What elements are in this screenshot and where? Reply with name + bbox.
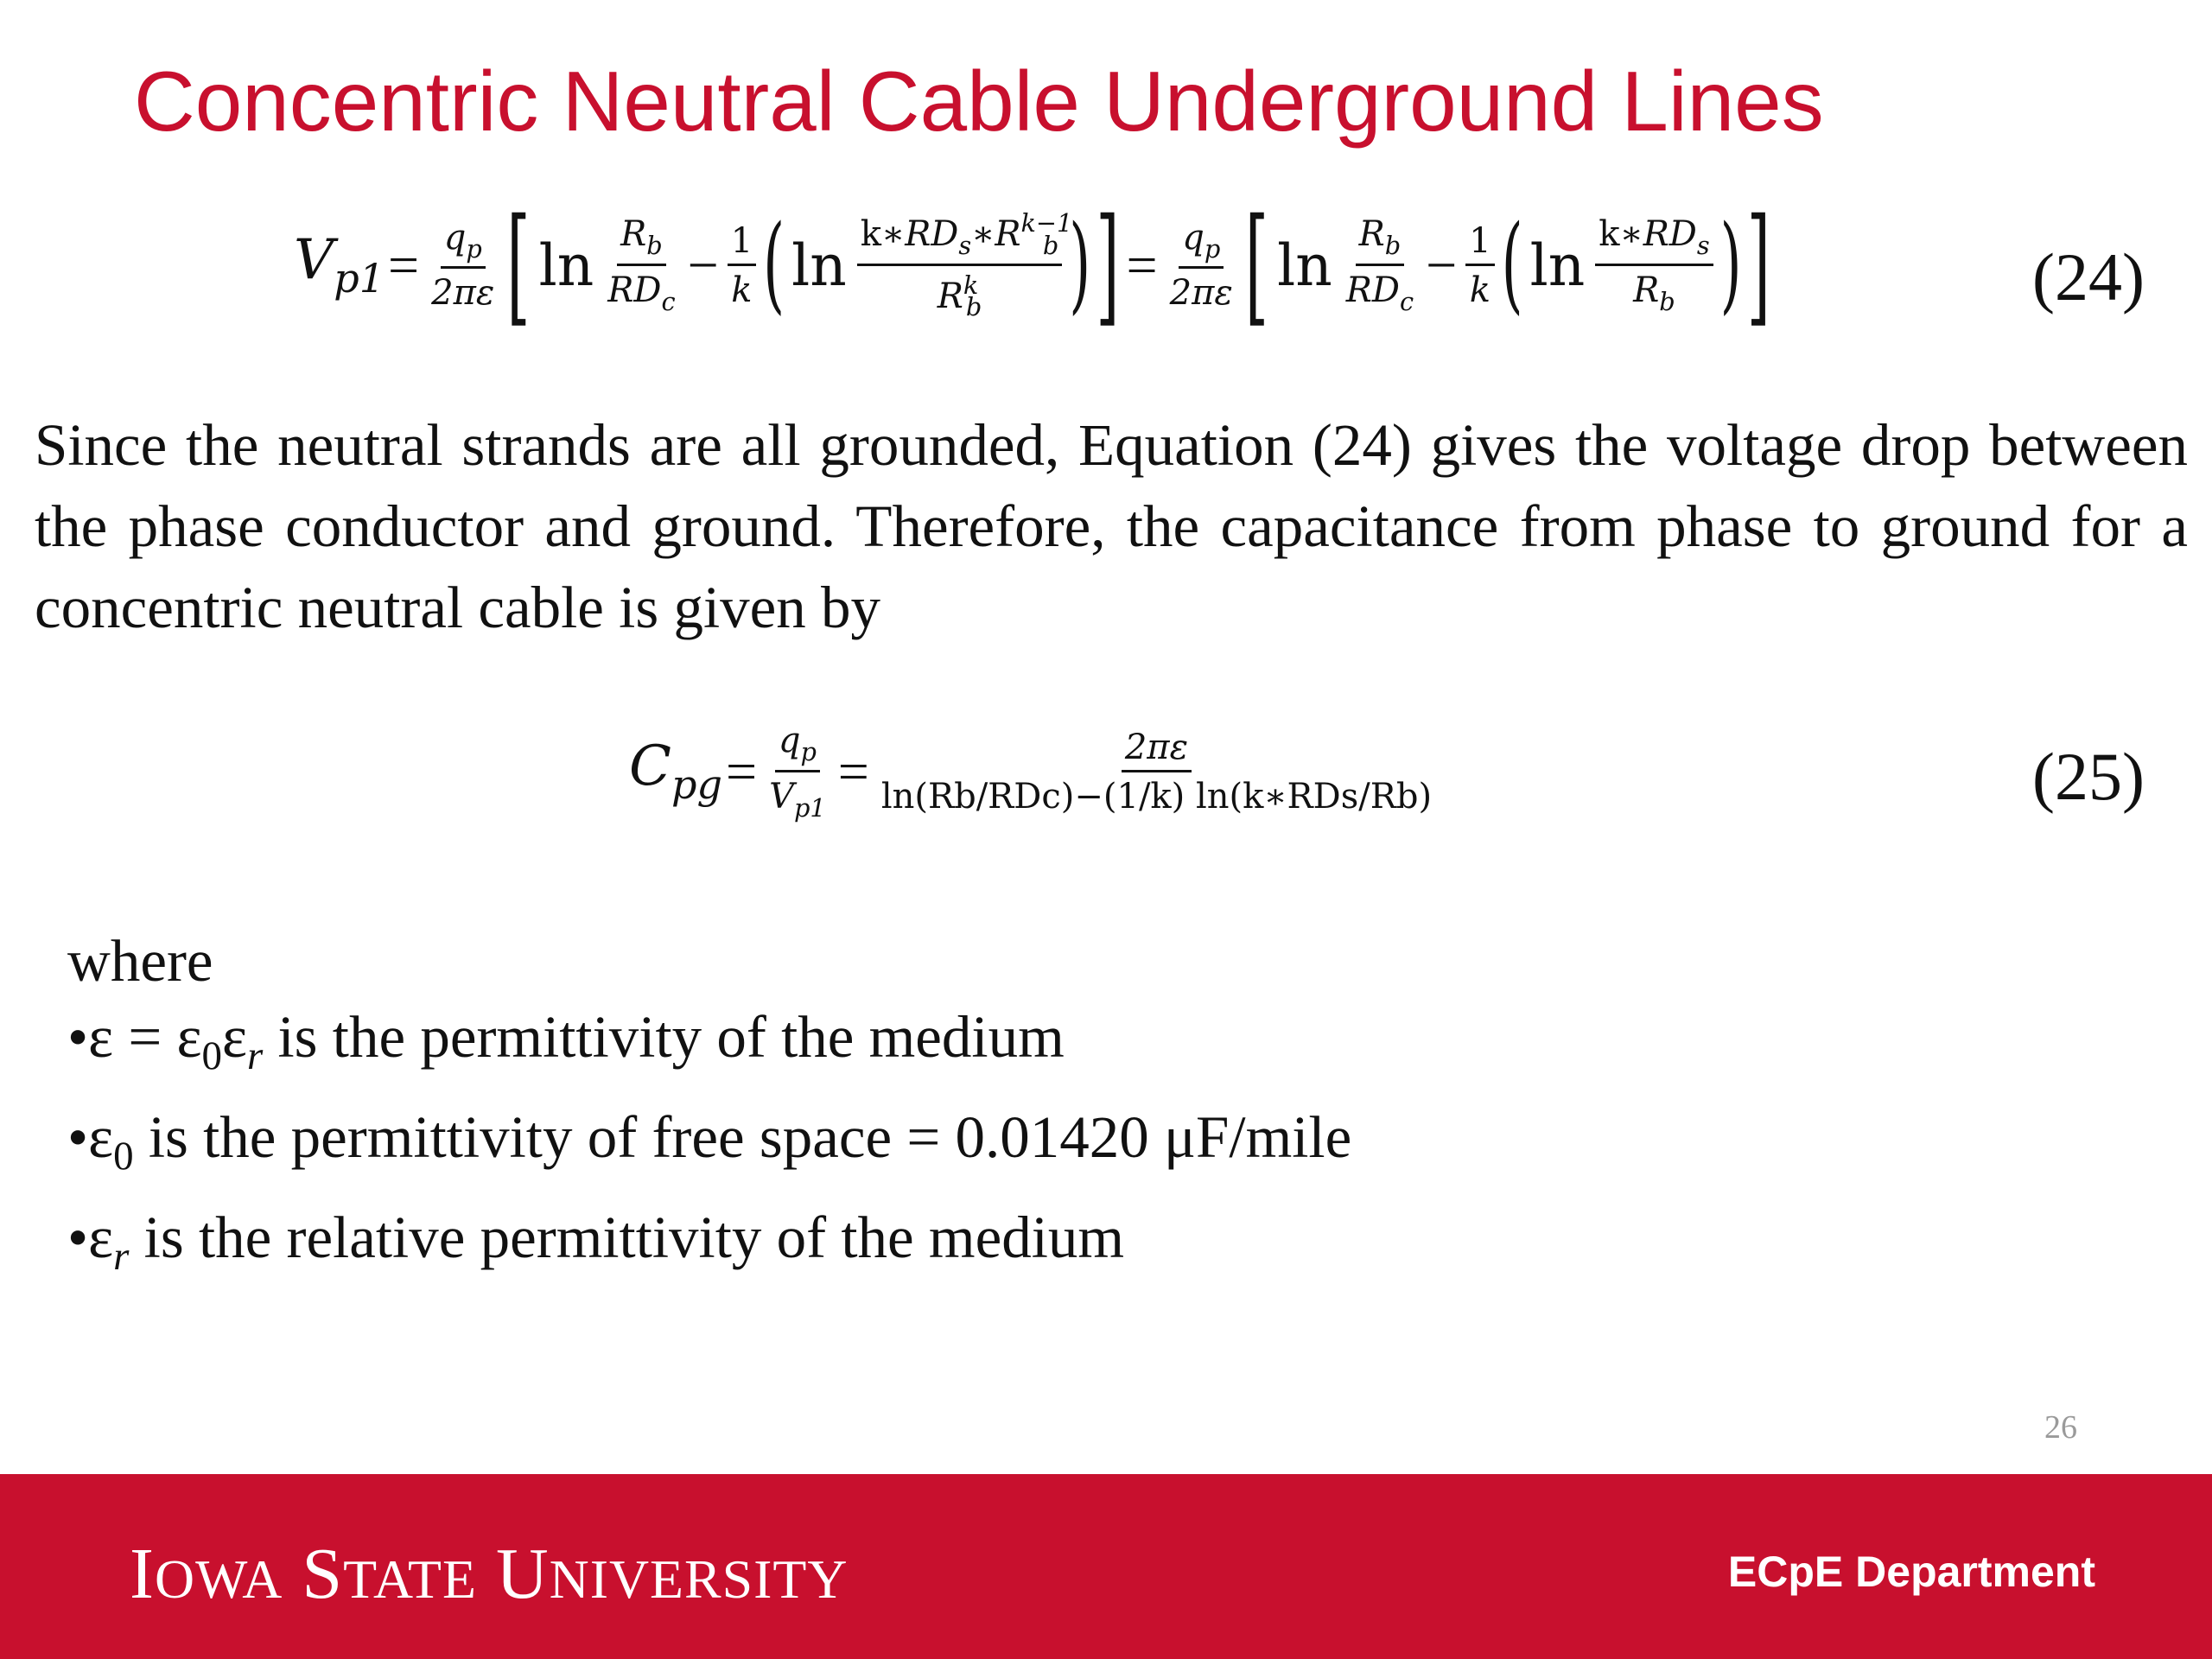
equation-24: $V_{p1}$ = $\frac{q_p}{2\pi\varepsilon}$ [ ln $\frac{R_b}{RD_c}$ − $\frac{1}{k}$ ( ln $\frac{k∗RD_s∗R^{k-1}_b}{R^k_b}$ ) ] = $\frac{q_p}{2\pi\varepsilon}$ [ ln $\frac{R_b}{RD_c}$ − $\frac{1}{k}$ ( ln $\frac{k∗RD_s}{R_b}$ ) ] — [294, 190, 1770, 340]
list-item: •ε = $\varepsilon_0\varepsilon_r$ is the permittivity of the medium — [67, 1004, 1065, 1079]
definition-list — [67, 996, 1351, 1297]
slide-title: Concentric Neutral Cable Underground Lines — [134, 54, 1824, 149]
department-label: ECpE Department — [1727, 1548, 2095, 1596]
equation-24-number: (24) — [2032, 239, 2145, 315]
bullet-text: $\varepsilon_r$ is the relative permittivity of the medium — [88, 1205, 1125, 1280]
equation-25-number: (25) — [2032, 739, 2145, 814]
page-number: 26 — [2044, 1409, 2077, 1446]
bullet-text: $\varepsilon_0$ is the permittivity of free space = 0.01420 μF/mile — [88, 1104, 1352, 1179]
list-item: $•\varepsilon_r$ is the relative permittivity of the medium — [67, 1205, 1125, 1280]
university-wordmark: IOWA STATE UNIVERSITY — [130, 1534, 849, 1614]
bullet-text: $\varepsilon = \varepsilon_0\varepsilon_r$ is the permittivity of the medium — [88, 1004, 1065, 1079]
equation-25: $C_{pg}$ = $\frac{q_p}{V_{p1}}$ = $\frac{2\pi\varepsilon}{\text{ln(Rb/RDc)−(1/k) ln(k∗RDs/Rb)}}$ — [629, 720, 1433, 823]
body-paragraph: Since the neutral strands are all grounded, Equation (24) gives the voltage drop between the phase conductor and ground. Therefore, the capacitance from phase to ground for a concentric neutral cable is given by — [35, 412, 2188, 640]
where-label: where — [67, 928, 213, 994]
list-item: $•\varepsilon_0$ is the permittivity of free space = 0.01420 μF/mile — [67, 1104, 1352, 1179]
